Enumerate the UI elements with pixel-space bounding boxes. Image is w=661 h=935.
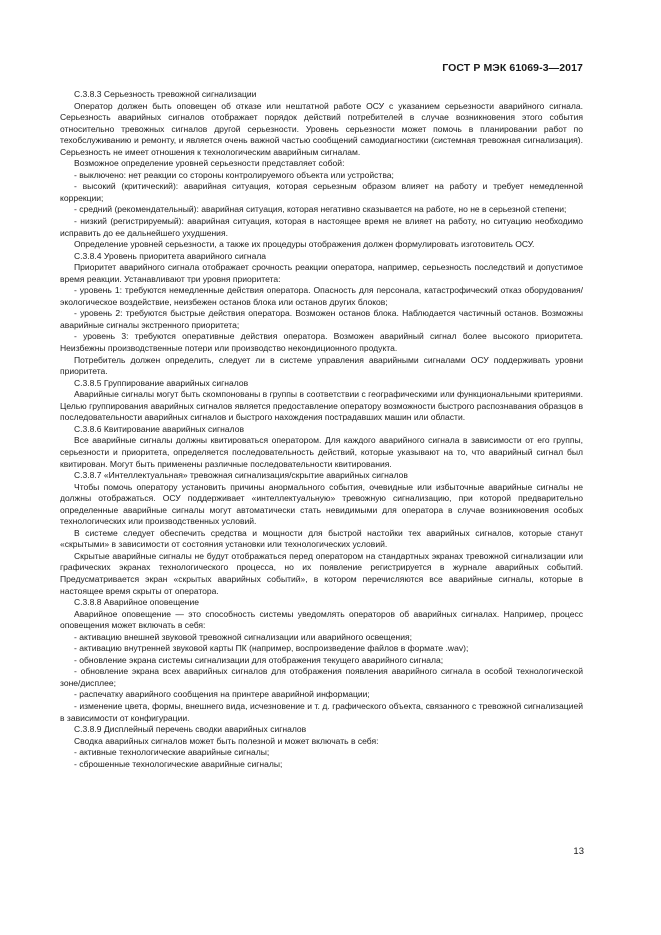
paragraph: Аварийные сигналы могут быть скомпонованы в группы в соответствии с географическими или функциональными критериями. Целью группирования аварийных сигналов является предоставление оператору возможности быстрого распознавания образцов в последовательности аварийных сигналов и быстрого нахождения пострадавших машин или области. (60, 389, 583, 423)
paragraph: Аварийное оповещение — это способность системы уведомлять операторов об аварийных сигналах. Например, процесс оповещения может включать в себя: (60, 608, 583, 631)
section-heading: С.3.8.6 Квитирование аварийных сигналов (74, 423, 245, 434)
list-item: - изменение цвета, формы, внешнего вида, исчезновение и т. д. графического объекта, связанного с тревожной сигнализацией в зависимости от конфигурации. (60, 700, 583, 723)
paragraph: Все аварийные сигналы должны квитироваться оператором. Для каждого аварийного сигнала в зависимости от его группы, серьезности и приоритета, определяется последовательность действий, которые указывают на то, что аварийный сигнал был квитирован. Могут быть применены различные последовательности квитирования. (60, 435, 583, 469)
section-heading: С.3.8.7 «Интеллектуальная» тревожная сигнализация/скрытие аварийных сигналов (74, 470, 408, 481)
section-heading: С.3.8.8 Аварийное оповещение (74, 597, 200, 608)
list-item: - уровень 2: требуются быстрые действия оператора. Возможен останов блока. Наблюдается частичный останов. Возможны аварийные сигналы экстренного приоритета; (60, 308, 583, 330)
section-heading: С.3.8.9 Дисплейный перечень сводки аварийных сигналов (74, 724, 307, 735)
list-item: - распечатку аварийного сообщения на принтере аварийной информации; (74, 689, 370, 700)
list-item: - низкий (регистрируемый): аварийная ситуация, которая в настоящее время не влияет на работу, но ситуацию необходимо исправить до ее дальнейшего ухудшения. (60, 216, 583, 238)
paragraph: Сводка аварийных сигналов может быть полезной и может включать в себя: (74, 735, 379, 746)
section-heading: С.3.8.4 Уровень приоритета аварийного сигнала (74, 250, 267, 261)
paragraph: В системе следует обеспечить средства и мощности для быстрой настойки тех аварийных сигналов, которые станут «скрытыми» в зависимости от состояния установки или технологических условий. (60, 527, 583, 550)
list-item: - активацию внутренней звуковой карты ПК (например, воспроизведение файлов в формате .wav); (74, 643, 469, 654)
paragraph: Чтобы помочь оператору установить причины анормального события, очевидные или избыточные аварийные сигналы не должны отображаться. ОСУ поддерживает «интеллектуальную» тревожную сигнализацию, при которой предварительно определенные аварийные сигналы могут автоматически стать невидимыми для оператора в случае возникновения особых технологических или производственных условий. (60, 481, 583, 527)
section-heading: С.3.8.5 Группирование аварийных сигналов (74, 377, 249, 388)
paragraph: Оператор должен быть оповещен об отказе или нештатной работе ОСУ с указанием серьезности аварийного сигнала. Серьезность аварийных сигналов отображает порядок действий потребителей в случае возникновения этого события относительно тревожных сигналов другой серьезности. Уровень серьезности может помочь в планировании работ по техобслуживанию и ремонту, и является очень важной частью сообщений самодиагностики (системная тревожная сигнализация). Серьезность не имеет отношения к технологическим аварийным сигналам. (60, 100, 583, 157)
list-item: - сброшенные технологические аварийные сигналы; (74, 758, 283, 769)
paragraph: Приоритет аварийного сигнала отображает срочность реакции оператора, например, серьезность последствий и допустимое время реакции. Устанавливают три уровня приоритета: (60, 262, 583, 284)
document-body (60, 89, 583, 770)
page-number: 13 (573, 846, 584, 857)
list-item: - средний (рекомендательный): аварийная ситуация, которая негативно сказывается на работе, но не в серьезной степени; (74, 204, 567, 215)
paragraph: Возможное определение уровней серьезности представляет собой: (74, 158, 345, 169)
paragraph: Определение уровней серьезности, а также их процедуры отображения должен формулировать изготовитель ОСУ. (74, 239, 535, 250)
list-item: - уровень 1: требуются немедленные действия оператора. Опасность для персонала, катастрофический отказ оборудования/экологическое воздействие, неизбежен останов блока или останов других блоков; (60, 285, 583, 307)
list-item: - высокий (критический): аварийная ситуация, которая серьезным образом влияет на работу и требует немедленной коррекции; (60, 181, 583, 203)
list-item: - выключено: нет реакции со стороны контролируемого объекта или устройства; (74, 169, 394, 180)
list-item: - активацию внешней звуковой тревожной сигнализации или аварийного освещения; (74, 631, 412, 642)
list-item: - обновление экрана всех аварийных сигналов для отображения появления аварийного сигнала в особой технологической зоне/дисплее; (60, 666, 583, 688)
section-heading: С.3.8.3 Серьезность тревожной сигнализации (74, 89, 257, 99)
list-item: - активные технологические аварийные сигналы; (74, 747, 270, 758)
list-item: - уровень 3: требуются оперативные действия оператора. Возможен аварийный сигнал более высокого приоритета. Неизбежны производственные потери или производство некондиционного продукта. (60, 331, 583, 354)
paragraph: Потребитель должен определить, следует ли в системе управления аварийными сигналами ОСУ поддерживать уровни приоритета. (60, 354, 583, 377)
list-item: - обновление экрана системы сигнализации для отображения текущего аварийного сигнала; (74, 654, 444, 665)
paragraph: Скрытые аварийные сигналы не будут отображаться перед оператором на стандартных экранах тревожной сигнализации или графических экранах технологического процесса, но их появление регистрируется в журнале аварийных событий. Предусматривается экран «скрытых аварийных событий», в котором перечисляются все аварийные сигналы, которые в настоящее время скрыты от оператора. (60, 550, 583, 596)
standard-designation: ГОСТ Р МЭК 61069-3—2017 (442, 62, 583, 74)
